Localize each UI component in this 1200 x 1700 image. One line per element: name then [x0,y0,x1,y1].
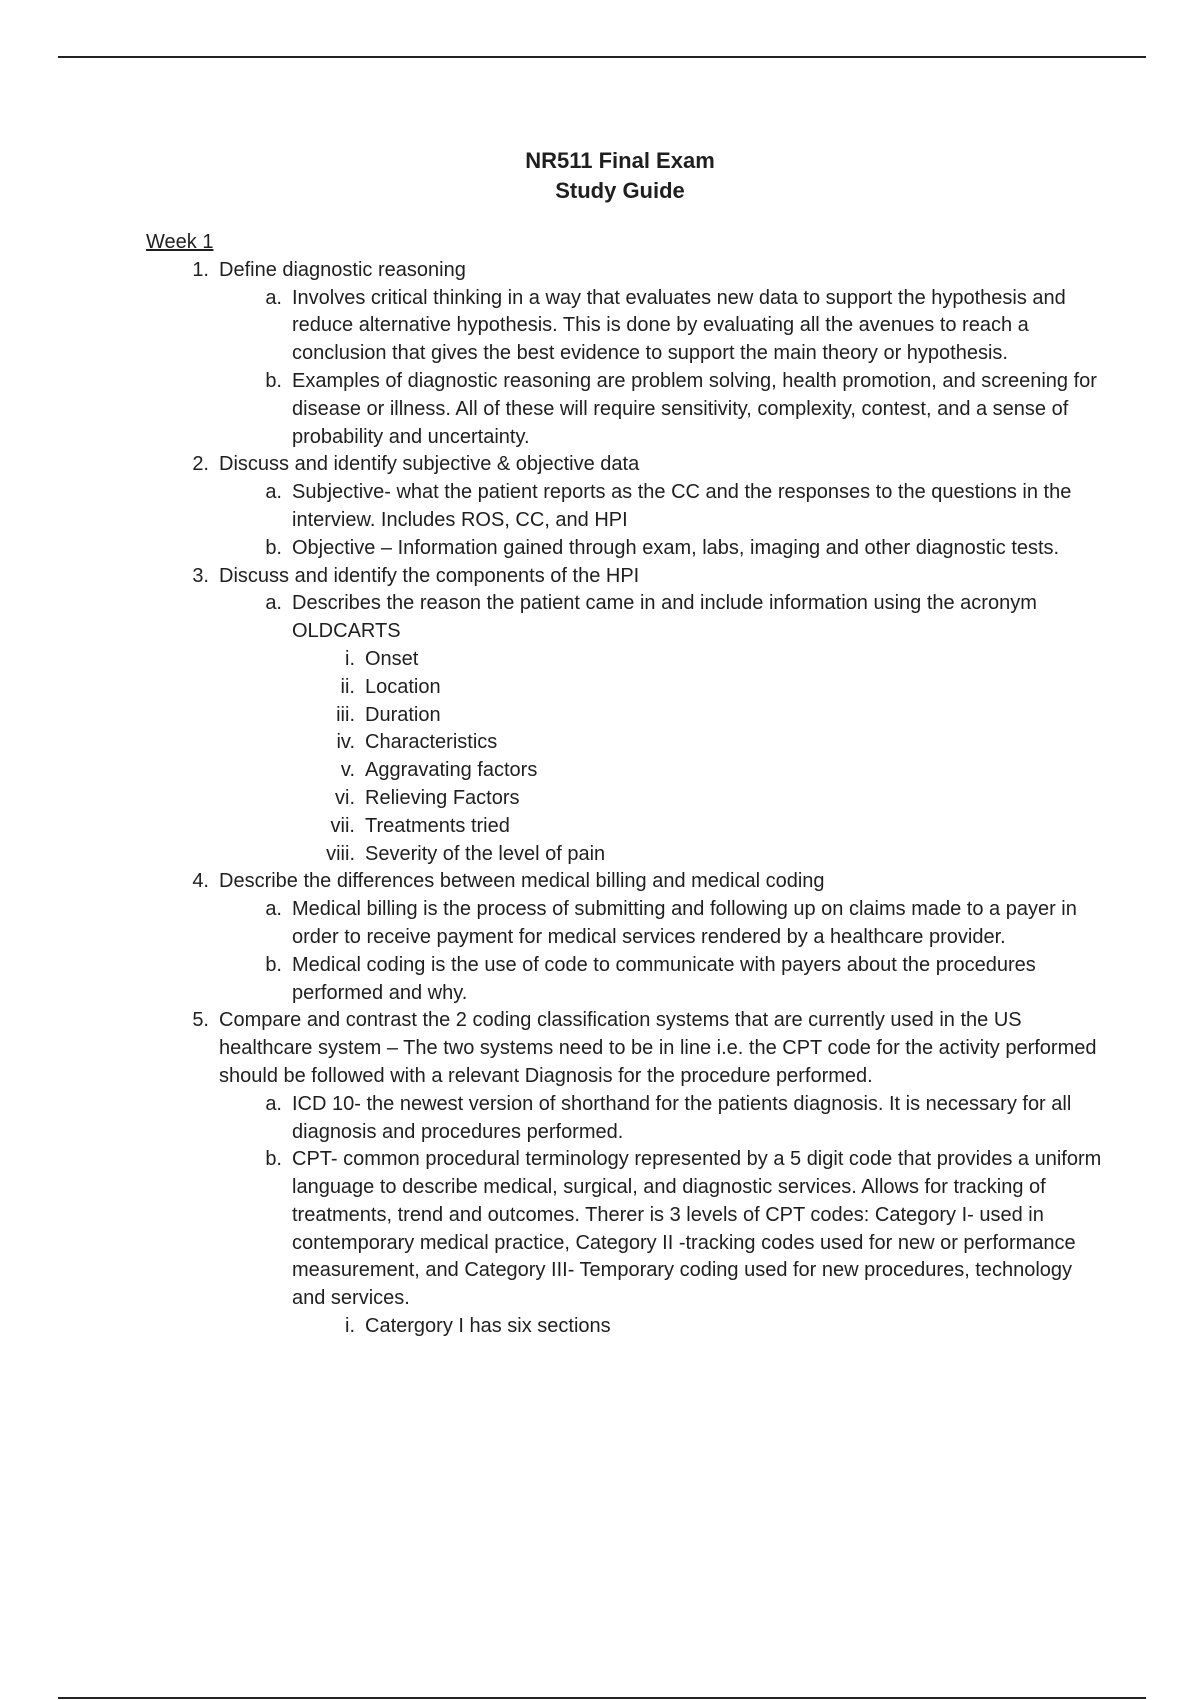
list-text: Discuss and identify the components of the HPI [219,564,640,587]
document-body [146,229,1106,1341]
list-item [219,285,1106,368]
list-text: ICD 10- the newest version of shorthand for the patients diagnosis. It is necessary for all diagnosis and procedures performed. [292,1092,1072,1143]
list-item [146,257,1106,285]
list-number: i. [345,1315,355,1338]
list-text: Treatments tried [365,814,510,837]
title-line-1: NR511 Final Exam [525,148,715,173]
list-item [219,1146,1106,1313]
list-item [292,702,1106,730]
list-number: vi. [335,786,355,809]
list-item [292,813,1106,841]
list-text: Subjective- what the patient reports as the CC and the responses to the questions in the interview. Includes ROS, CC, and HPI [292,481,1072,531]
list-text: Location [365,675,441,698]
list-number: vii. [330,814,355,837]
header-rule [58,56,1146,58]
list-number: 4. [192,870,209,893]
list-item [219,535,1106,563]
list-number: viii. [326,842,355,865]
list-number: a. [265,592,282,615]
list-number: 1. [192,258,209,281]
list-text: Duration [365,703,441,726]
list-item [292,757,1106,785]
list-number: b. [265,536,282,559]
list-number: ii. [340,675,355,698]
section-heading: Week 1 [146,231,214,253]
list-text: Characteristics [365,731,498,754]
list-item [146,1007,1106,1090]
list-text: Discuss and identify subjective & objective data [219,453,640,476]
footer-rule [58,1697,1146,1699]
list-item [146,563,1106,591]
list-number: iv. [336,731,355,754]
list-text: Catergory I has six sections [365,1315,611,1338]
list-number: b. [265,1148,282,1171]
list-number: 5. [192,1009,209,1032]
list-number: 3. [192,564,209,587]
list-item [219,368,1106,451]
list-item [292,674,1106,702]
list-item [219,896,1106,952]
list-item [292,1313,1106,1341]
list-text: Onset [365,647,419,670]
list-item [219,479,1106,535]
list-text: Describe the differences between medical billing and medical coding [219,870,825,893]
list-text: Severity of the level of pain [365,842,606,865]
list-number: a. [265,1092,282,1115]
list-text: Define diagnostic reasoning [219,258,466,281]
list-text: Objective – Information gained through exam, labs, imaging and other diagnostic tests. [292,536,1060,559]
list-item [292,729,1106,757]
list-item [219,590,1106,646]
list-number: a. [265,481,282,504]
list-item [219,952,1106,1008]
list-text: CPT- common procedural terminology represented by a 5 digit code that provides a uniform language to describe medical, surgical, and diagnostic services. Allows for tracking of treatments, trend and outcomes. Therer is 3 levels of CPT codes: Category I- used in contemporary medical practice, Category II -tracking codes used for new or performance measurement, and Category III- Temporary coding used for new procedures, technology and services. [292,1148,1102,1310]
document-title [0,146,1200,206]
list-number: v. [340,759,355,782]
list-item [146,868,1106,896]
list-item [292,785,1106,813]
title-line-2: Study Guide [555,178,685,203]
list-number: a. [265,286,282,309]
list-number: 2. [192,453,209,476]
list-text: Aggravating factors [365,759,538,782]
list-text: Involves critical thinking in a way that evaluates new data to support the hypothesis and reduce alternative hypothesis. This is done by evaluating all the avenues to reach a conclusion that gives the best evidence to support the main theory or hypothesis. [292,286,1066,365]
list-text: Medical coding is the use of code to communicate with payers about the procedures performed and why. [292,953,1036,1004]
list-item [219,1091,1106,1147]
list-item [292,841,1106,869]
list-item [146,451,1106,479]
list-text: Relieving Factors [365,786,520,809]
list-text: Medical billing is the process of submitting and following up on claims made to a payer in order to receive payment for medical services rendered by a healthcare provider. [292,898,1077,948]
list-number: i. [345,647,355,670]
list-number: iii. [336,703,355,726]
list-number: b. [265,369,282,392]
list-item [292,646,1106,674]
list-text: Examples of diagnostic reasoning are problem solving, health promotion, and screening for disease or illness. All of these will require sensitivity, complexity, contest, and a sense of probability and uncertainty. [292,369,1097,448]
list-number: a. [265,898,282,921]
list-number: b. [265,953,282,976]
list-text: Compare and contrast the 2 coding classification systems that are currently used in the US healthcare system – The two systems need to be in line i.e. the CPT code for the activity performed should be followed with a relevant Diagnosis for the procedure performed. [219,1009,1097,1087]
list-text: Describes the reason the patient came in and include information using the acronym OLDCARTS [292,592,1037,643]
